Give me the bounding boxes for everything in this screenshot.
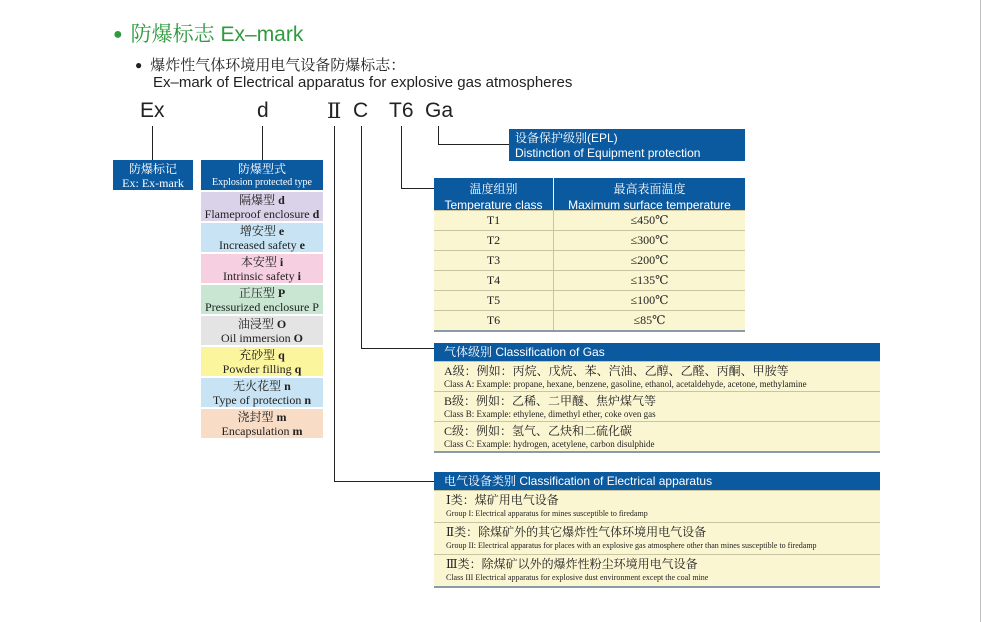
ex-mark-zh: 防爆标记 [128,162,177,176]
apparatus-classification-table [434,472,880,588]
protection-type-row [201,223,323,252]
type-zh: 充砂型 [239,348,279,362]
epl-box [509,129,745,161]
type-en: Oil immersion [220,331,294,345]
temp-class-header-zh: 温度组别 [469,182,518,196]
connector-temp-h [401,188,434,189]
temperature-table-header [434,178,745,210]
title-text: 防爆标志 Ex–mark [130,23,304,46]
max-temp-header-en: Maximum surface temperature [568,198,731,212]
protection-type-row [201,285,323,314]
subtitle-bullet-icon: ● [135,58,143,72]
temp-class-cell: T4 [434,271,554,290]
type-code: q [278,348,285,362]
type-en: Intrinsic safety [223,269,298,283]
type-en-code: n [304,393,312,407]
type-zh: 隔爆型 [239,193,279,207]
connector-epl-h [438,144,509,145]
list-item [434,361,880,391]
apparatus-group-zh: Ⅰ类：煤矿用电气设备 [446,493,559,507]
ex-mark-box [113,160,193,190]
type-en: Increased safety [219,238,300,252]
table-row [434,290,745,310]
max-temp-cell: ≤200℃ [630,253,669,267]
type-en: Flameproof enclosure [204,207,313,221]
temp-class-cell: T6 [434,311,554,330]
gas-class-zh: A级：例如：丙烷、戊烷、苯、汽油、乙醇、乙醛、丙酮、甲胺等 [444,364,789,378]
gas-class-en: Class B: Example: ethylene, dimethyl ether, coke oven gas [444,409,656,419]
max-temp-cell: ≤450℃ [630,213,669,227]
temp-class-header [434,178,554,210]
subtitle-zh [135,54,405,75]
code-epl: Ga [425,99,454,122]
max-temp-header [554,178,745,210]
connector-gas [361,126,362,349]
type-code: m [276,410,287,424]
list-item [434,490,880,522]
max-temp-header-zh: 最高表面温度 [613,182,686,196]
temp-class-cell: T3 [434,251,554,270]
type-code: O [276,317,287,331]
code-type: d [257,99,269,122]
connector-epl [438,126,439,145]
apparatus-group-zh: Ⅱ类：除煤矿外的其它爆炸性气体环境用电气设备 [446,525,707,539]
type-en-code: O [293,331,303,345]
epl-en: Distinction of Equipment protection [515,146,701,160]
type-en-code: i [297,269,301,283]
type-code: n [284,379,291,393]
type-zh: 本安型 [240,255,280,269]
type-en-code: q [294,362,302,376]
table-row [434,270,745,290]
max-temp-cell: ≤300℃ [630,233,669,247]
protection-type-row [201,409,323,438]
protection-type-header-zh: 防爆型式 [237,162,286,176]
section-title [113,18,303,48]
protection-type-row [201,254,323,283]
code-temp: T6 [389,99,414,122]
connector-group [334,126,335,482]
type-en: Pressurized enclosure P [205,300,319,314]
apparatus-group-en: Class III Electrical apparatus for explosive dust environment except the coal mine [446,573,709,582]
type-code: d [278,193,285,207]
protection-type-row [201,347,323,376]
type-en: Powder filling [222,362,295,376]
connector-type [262,126,263,160]
connector-ex [152,126,153,160]
protection-type-header-en: Explosion protected type [212,177,312,188]
temperature-table [434,178,745,332]
epl-zh: 设备保护级别(EPL) [515,131,618,145]
apparatus-group-zh: Ⅲ类：除煤矿以外的爆炸性粉尘环境用电气设备 [446,557,698,571]
gas-class-zh: B级：例如：乙稀、二甲醚、焦炉煤气等 [444,394,657,408]
table-row [434,210,745,230]
connector-group-h [334,481,434,482]
type-en-code: m [292,424,303,438]
connector-gas-h [361,348,434,349]
table-row [434,250,745,270]
type-zh: 油浸型 [237,317,277,331]
temp-class-cell: T2 [434,231,554,250]
temp-class-header-en: Temperature class [444,198,543,212]
title-bullet-icon: ● [113,26,123,43]
type-zh: 浇封型 [237,410,277,424]
gas-classification-header: 气体级别 Classification of Gas [434,343,880,361]
table-row [434,310,745,330]
type-en-code: d [312,207,320,221]
protection-type-row [201,192,323,221]
max-temp-cell: ≤100℃ [630,293,669,307]
type-zh: 正压型 [238,286,278,300]
code-ex: Ex [140,99,165,122]
protection-type-row [201,316,323,345]
type-zh: 无火花型 [233,379,285,393]
protection-type-header [201,160,323,190]
table-row [434,230,745,250]
gas-class-en: Class A: Example: propane, hexane, benzene, gasoline, ethanol, acetaldehyde, acetone, methylamine [444,379,807,389]
list-item [434,554,880,586]
subtitle-en: Ex–mark of Electrical apparatus for explosive gas atmospheres [153,74,573,91]
max-temp-cell: ≤135℃ [630,273,669,287]
type-en-code: e [299,238,305,252]
subtitle-zh-text: 爆炸性气体环境用电气设备防爆标志： [150,57,406,74]
code-group: Ⅱ [327,99,342,123]
temp-class-cell: T5 [434,291,554,310]
apparatus-classification-header: 电气设备类别 Classification of Electrical apparatus [434,472,880,490]
gas-class-en: Class C: Example: hydrogen, acetylene, carbon disulphide [444,439,655,449]
type-en: Encapsulation [221,424,293,438]
gas-classification-table [434,343,880,453]
temp-class-cell: T1 [434,211,554,230]
type-code: e [278,224,285,238]
protection-type-list [201,160,323,440]
type-code: P [277,286,286,300]
max-temp-cell: ≤85℃ [633,313,666,327]
list-item [434,391,880,421]
type-code: i [279,255,284,269]
list-item [434,522,880,554]
type-zh: 增安型 [239,224,279,238]
apparatus-group-en: Group I: Electrical apparatus for mines susceptible to firedamp [446,509,648,518]
list-item [434,421,880,451]
page-edge-divider [980,0,981,622]
gas-class-zh: C级：例如：氢气、乙炔和二硫化碳 [444,424,633,438]
ex-mark-en: Ex: Ex-mark [122,176,184,190]
code-gas: C [353,99,369,122]
type-en: Type of protection [212,393,305,407]
apparatus-group-en: Group II: Electrical apparatus for places with an explosive gas atmosphere other than mines susceptible to firedamp [446,541,817,550]
protection-type-row [201,378,323,407]
connector-temp [401,126,402,189]
